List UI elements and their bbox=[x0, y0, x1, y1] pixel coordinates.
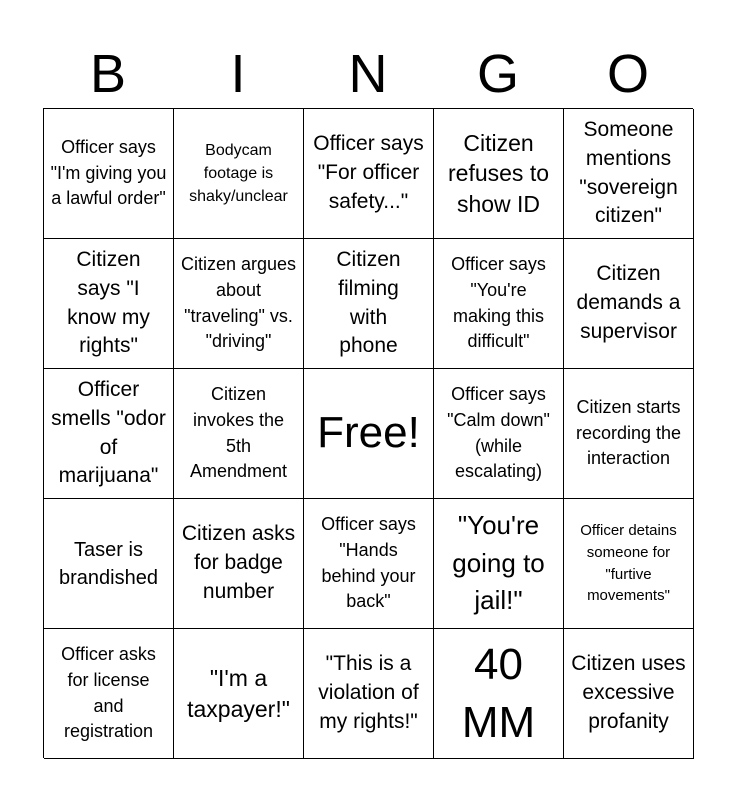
bingo-cell[interactable] bbox=[44, 109, 174, 239]
cell-text: Officer says "For officer safety..." bbox=[313, 132, 424, 213]
cell-text: "This is a violation of my rights!" bbox=[318, 652, 419, 733]
bingo-cell[interactable] bbox=[304, 629, 434, 759]
bingo-cell[interactable] bbox=[44, 369, 174, 499]
bingo-cell[interactable] bbox=[174, 499, 304, 629]
cell-text: Taser is brandished bbox=[59, 538, 158, 589]
header-letter-i: I bbox=[230, 44, 246, 104]
bingo-cell[interactable] bbox=[564, 629, 694, 759]
bingo-cell[interactable] bbox=[44, 629, 174, 759]
bingo-cell[interactable] bbox=[564, 499, 694, 629]
bingo-cell[interactable] bbox=[304, 499, 434, 629]
cell-text: Officer asks for license and registration bbox=[61, 644, 156, 742]
cell-text: Officer says "Hands behind your back" bbox=[321, 514, 416, 612]
header-letter-n: N bbox=[348, 44, 388, 104]
cell-text: Citizen filming with phone bbox=[336, 247, 401, 358]
cell-text: Officer smells "odor of marijuana" bbox=[51, 377, 166, 488]
bingo-cell[interactable] bbox=[434, 239, 564, 369]
bingo-cell[interactable] bbox=[564, 369, 694, 499]
bingo-cell[interactable] bbox=[564, 109, 694, 239]
cell-text: 40 MM bbox=[461, 640, 536, 747]
header-letter-b: B bbox=[89, 44, 127, 104]
free-space-cell[interactable] bbox=[304, 369, 434, 499]
bingo-cell[interactable] bbox=[174, 629, 304, 759]
cell-text: Officer detains someone for "furtive movements" bbox=[580, 522, 677, 605]
cell-text: Citizen argues about "traveling" vs. "driving" bbox=[180, 254, 297, 352]
cell-text: Citizen demands a supervisor bbox=[576, 262, 681, 343]
cell-text: Officer says "I'm giving you a lawful order" bbox=[50, 137, 167, 209]
bingo-cell[interactable] bbox=[174, 109, 304, 239]
free-space-text: Free! bbox=[317, 408, 420, 458]
bingo-header bbox=[43, 40, 693, 108]
bingo-cell[interactable] bbox=[174, 239, 304, 369]
cell-text: "I'm a taxpayer!" bbox=[187, 664, 290, 722]
cell-text: Citizen starts recording the interaction bbox=[575, 397, 682, 469]
bingo-cell[interactable] bbox=[174, 369, 304, 499]
bingo-cell[interactable] bbox=[304, 109, 434, 239]
bingo-cell[interactable] bbox=[434, 499, 564, 629]
header-letter-o: O bbox=[606, 44, 649, 104]
cell-text: Someone mentions "sovereign citizen" bbox=[579, 117, 678, 228]
cell-text: Officer says "Calm down" (while escalating) bbox=[447, 384, 550, 482]
cell-text: Citizen refuses to show ID bbox=[448, 129, 549, 217]
bingo-card-grid bbox=[43, 108, 693, 758]
cell-text: Officer says "You're making this difficult" bbox=[451, 254, 546, 352]
bingo-cell[interactable] bbox=[434, 369, 564, 499]
cell-text: Citizen invokes the 5th Amendment bbox=[189, 384, 288, 482]
cell-text: "You're going to jail!" bbox=[452, 509, 545, 616]
cell-text: Citizen says "I know my rights" bbox=[67, 247, 150, 358]
bingo-cell[interactable] bbox=[434, 109, 564, 239]
bingo-cell[interactable] bbox=[44, 499, 174, 629]
cell-text: Citizen uses excessive profanity bbox=[571, 652, 686, 733]
bingo-cell[interactable] bbox=[434, 629, 564, 759]
bingo-cell[interactable] bbox=[564, 239, 694, 369]
cell-text: Bodycam footage is shaky/unclear bbox=[189, 141, 288, 206]
bingo-cell[interactable] bbox=[44, 239, 174, 369]
header-letter-g: G bbox=[476, 44, 519, 104]
bingo-cell[interactable] bbox=[304, 239, 434, 369]
cell-text: Citizen asks for badge number bbox=[181, 522, 296, 603]
